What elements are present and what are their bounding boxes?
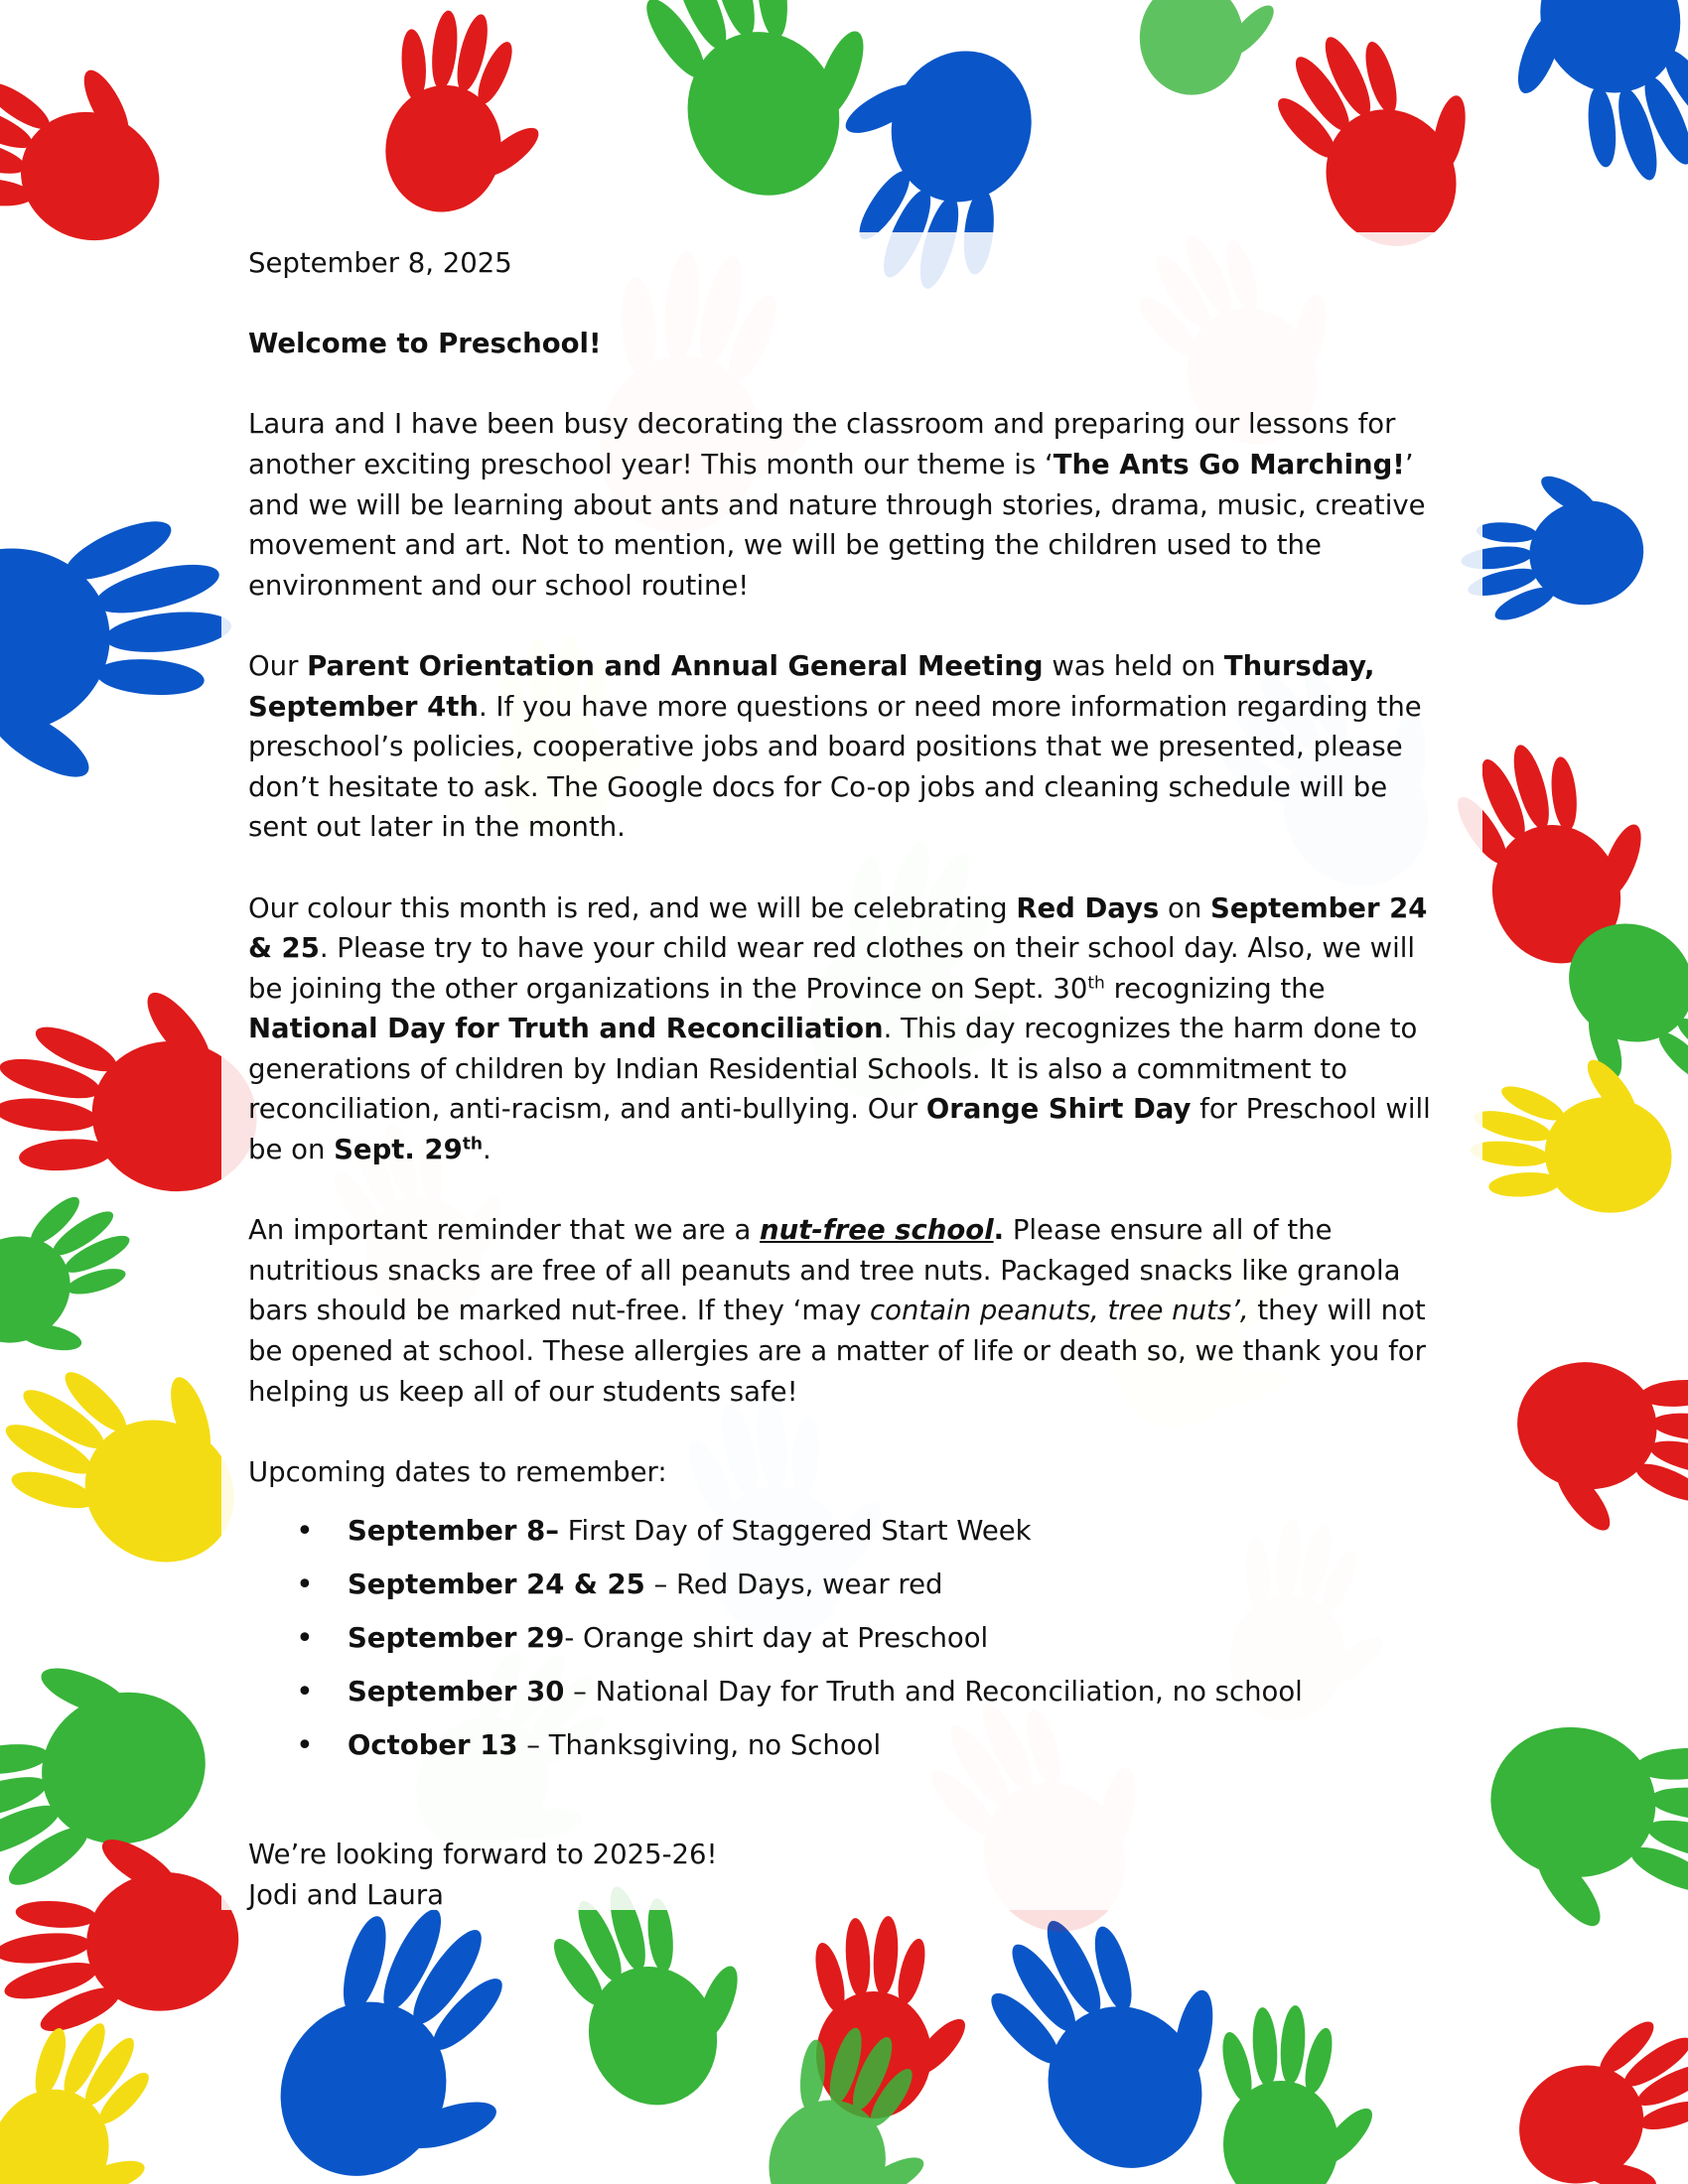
- handprint-icon: [1134, 0, 1281, 95]
- handprint-icon: [241, 1875, 581, 2184]
- letter-body: [248, 243, 1445, 1916]
- paragraph-theme: Laura and I have been busy decorating the classroom and preparing our lessons for another exciting preschool year! This month our theme is ‘The Ants Go Marching!’ and we will be learning about ants and nature through stories, drama, music, creative movement and art. Not to mention, we will be getting the children used to the environment and our school routine!: [248, 408, 1426, 602]
- handprint-icon: [1460, 1033, 1688, 1229]
- handprint-icon: [1499, 1344, 1688, 1560]
- handprint-icon: [0, 501, 256, 814]
- handprint-icon: [369, 0, 565, 228]
- closing-block: [248, 1835, 1445, 1915]
- date-item-text: – Thanksgiving, no School: [517, 1728, 882, 1761]
- date-item-date: September 8–: [348, 1515, 559, 1548]
- date-item-date: September 29: [348, 1622, 565, 1654]
- upcoming-dates-list: [248, 1505, 1445, 1772]
- letter-greeting: Welcome to Preschool!: [248, 328, 602, 360]
- date-item-text: - Orange shirt day at Preschool: [564, 1622, 989, 1654]
- paragraph-nut-free: An important reminder that we are a nut-free school. Please ensure all of the nutritious snacks are free of all peanuts and tree nuts. Packaged snacks like granola bars should be marked nut-free. If they ‘may contain peanuts, tree nuts’, they will not be opened at school. These allergies are a matter of life or death so, we thank you for helping us keep all of our students safe!: [248, 1214, 1426, 1408]
- dates-heading: Upcoming dates to remember:: [248, 1455, 667, 1488]
- date-item: [248, 1719, 1445, 1773]
- paragraph-red-days: Our colour this month is red, and we will be celebrating Red Days on September 24 & 25. Please try to have your child wear red clothes on their school day. Also, we will be joining the other organizations in the Province on Sept. 30th recognizing the National Day for Truth and Reconciliation. This day recognizes the harm done to generations of children by Indian Residential Schools. It is also a commitment to reconciliation, anti-racism, and anti-bullying. Our Orange Shirt Day for Preschool will be on Sept. 29th.: [248, 891, 1431, 1166]
- date-item-date: October 13: [348, 1728, 518, 1761]
- date-item-date: September 24 & 25: [348, 1569, 645, 1601]
- handprint-icon: [0, 21, 193, 266]
- paragraph-orientation: Our Parent Orientation and Annual General Meeting was held on Thursday, September 4th. If you have more questions or need more information regarding the preschool’s policies, cooperative jobs and board positions that we presented, please don’t hesitate to ask. The Google docs for Co-op jobs and cleaning schedule will be sent out later in the month.: [248, 649, 1422, 844]
- letter-date: September 8, 2025: [248, 247, 512, 279]
- meeting-date: Thursday, September 4th: [248, 649, 1375, 723]
- handprint-icon: [1470, 1706, 1688, 1961]
- theme-name: The Ants Go Marching!: [1053, 448, 1405, 480]
- closing-line: We’re looking forward to 2025-26!: [248, 1839, 718, 1871]
- date-item: [248, 1612, 1445, 1666]
- date-item-text: – Red Days, wear red: [644, 1569, 943, 1601]
- date-item-date: September 30: [348, 1675, 565, 1707]
- date-item: [248, 1666, 1445, 1719]
- signature: Jodi and Laura: [248, 1878, 445, 1911]
- nut-free-emphasis: nut-free school: [760, 1214, 994, 1247]
- date-item-text: First Day of Staggered Start Week: [558, 1515, 1032, 1548]
- handprint-icon: [0, 1177, 168, 1396]
- date-item: [248, 1559, 1445, 1612]
- meeting-name: Parent Orientation and Annual General Meeting: [307, 649, 1044, 682]
- handprint-icon: [0, 1998, 206, 2184]
- date-item-text: – National Day for Truth and Reconciliation, no school: [564, 1675, 1303, 1707]
- handprint-icon: [1217, 2004, 1380, 2184]
- date-item: [248, 1505, 1445, 1559]
- handprint-icon: [1494, 1999, 1688, 2184]
- handprint-icon: [1473, 0, 1688, 215]
